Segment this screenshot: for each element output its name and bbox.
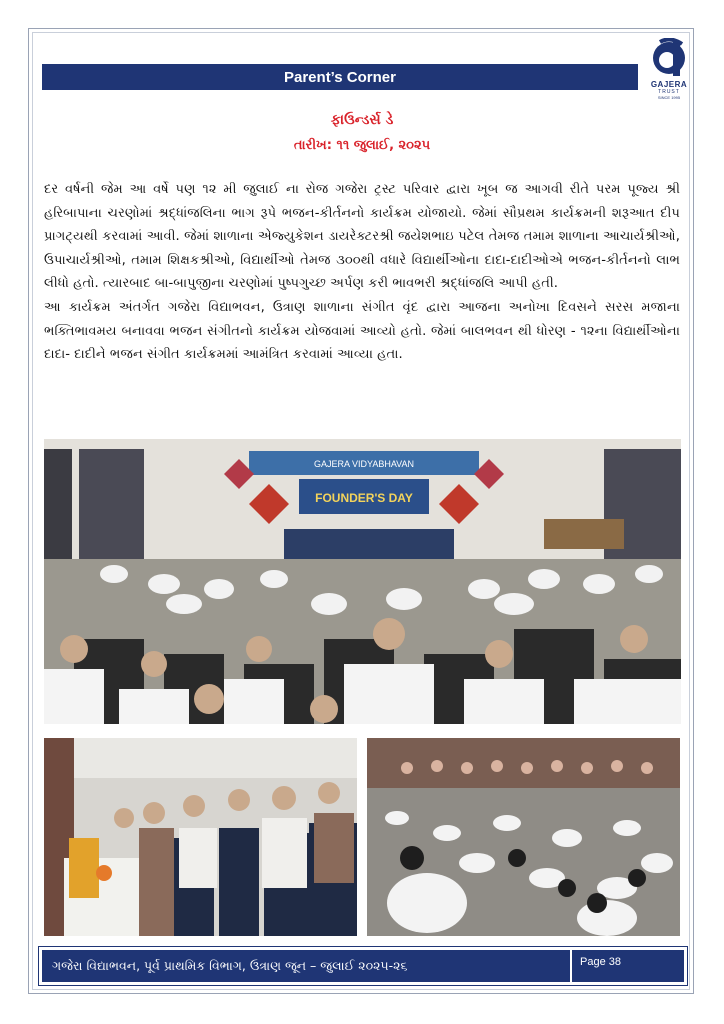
logo-word: GAJERA bbox=[650, 80, 688, 89]
article-date: તારીખ: ૧૧ જુલાઈ, ૨૦૨૫ bbox=[293, 138, 431, 153]
students-photo bbox=[367, 738, 680, 936]
logo-subword: TRUST bbox=[658, 89, 680, 95]
footer-publication: ગજેરા વિદ્યાભવન, પૂર્વ પ્રાથમિક વિભાગ, ઉત્રાણ જૂન – જુલાઈ ૨૦૨૫-૨૬ bbox=[42, 950, 570, 982]
main-event-photo bbox=[44, 439, 681, 724]
lamp-lighting-photo bbox=[44, 738, 357, 936]
logo-since: SINCE 1995 bbox=[657, 95, 681, 100]
article-paragraph: આ કાર્યક્રમ અંતર્ગત ગજેરા વિદ્યાભવન, ઉત્રાણ શાળાના સંગીત વૃંદ દ્વારા આજના અનોખા દિવસને સરસ મજાના ભક્તિભાવમય બનાવવા ભજન સંગીતનો કાર્યક્રમ યોજવામાં આવ્યો હતો. જેમાં બાલભવન થી ધોરણ - ૧૨ના વિદ્યાર્થીઓના દાદા- દાદીને ભજન સંગીત કાર્યક્રમમાં આમંત્રિત કરવામાં આવ્યા હતા. bbox=[44, 299, 680, 363]
article-paragraph: દર વર્ષની જેમ આ વર્ષે પણ ૧૨ મી જુલાઈ ના રોજ ગજેરા ટ્રસ્ટ પરિવાર દ્વારા ખૂબ જ આગવી રીતે પરમ પૂજ્ય શ્રી હરિબાપાના ચરણોમાં શ્રદ્ધાંજલિના ભાગ રૂપે ભજન-કીર્તનનો કાર્યક્રમ યોજાયો. જેમાં સૌપ્રથમ કાર્યક્રમની શરૂઆત દીપ પ્રાગટ્યથી કરવામાં આવી. જેમાં શાળાના એજ્યુકેશન ડાયરેક્ટરશ્રી જયેશભાઇ પટેલ તેમજ તમામ શાળાના આચાર્યશ્રીઓ, ઉપાચાર્યશ્રીઓ, તમામ શિક્ષકશ્રીઓ, વિદ્યાર્થીઓ તેમજ ૩૦૦થી વધારે વિદ્યાર્થીઓના દાદા-દાદીઓએ ભજન-કીર્તનનો લાભ લીધો હતો. ત્યારબાદ બા-બાપુજીના ચરણોમાં પુષ્પગુચ્છ અર્પણ કરી ભાવભરી શ્રદ્ધાંજલિ આપી હતી. bbox=[44, 182, 680, 292]
page-number: Page 38 bbox=[572, 950, 684, 982]
section-header: Parent’s Corner bbox=[42, 64, 638, 90]
article-body bbox=[44, 178, 680, 367]
banner-text: FOUNDER'S DAY bbox=[315, 491, 413, 505]
banner-top-text: GAJERA VIDYABHAVAN bbox=[313, 459, 415, 469]
article-title: ફાઉન્ડર્સ ડે bbox=[330, 112, 394, 128]
